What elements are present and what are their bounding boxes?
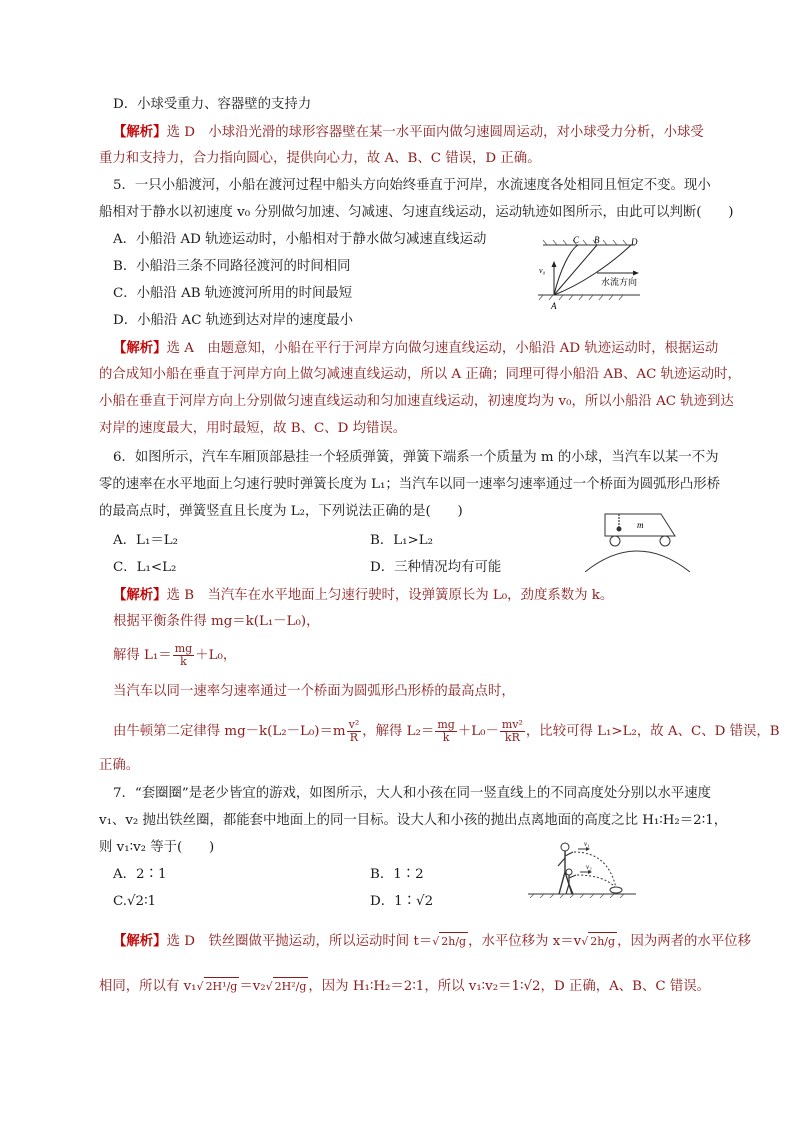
fraction-mg-k — [173, 643, 194, 668]
q7-option-c: C.√2∶1 — [113, 894, 157, 909]
q5-option-a: A．小船沿 AD 轨迹运动时，小船相对于静水做匀减速直线运动 — [113, 232, 487, 247]
fig-label-v2: v₂ — [586, 863, 592, 871]
radicand: 2h/g — [588, 932, 617, 951]
fig-label-c: C — [573, 235, 580, 245]
sqrt-2h1-over-g: √ 2H¹/g — [197, 977, 240, 996]
fraction-mg-k — [435, 719, 456, 744]
q6-equation-3 — [113, 719, 780, 744]
eq3-suffix: ，比较可得 L₁>L₂，故 A、C、D 错误，B — [525, 724, 780, 739]
q4-analysis-text-1: 选 D 小球沿光滑的球形容器壁在某一水平面内做匀速圆周运动，对小球受力分析，小球受 — [166, 125, 704, 140]
fraction-denominator: kR — [504, 731, 520, 744]
q5-analysis-line-4: 对岸的速度最大，用时最短，故 B、C、D 均错误。 — [99, 421, 407, 436]
q7-option-d: D．1∶√2 — [370, 894, 434, 909]
eq3-middle-2: ＋L₀－ — [457, 724, 499, 739]
eq2-suffix: ＋L₀， — [195, 648, 237, 663]
q5-analysis-line-3: 小船在垂直于河岸方向上分别做匀速直线运动和匀加速直线运动，初速度均为 v₀，所以小船沿 AC 轨迹到达 — [99, 394, 734, 409]
q5-option-d: D．小船沿 AC 轨迹到达对岸的速度最小 — [113, 313, 354, 328]
q6-analysis-line-1 — [113, 586, 613, 605]
q6-equation-1: 根据平衡条件得 mg＝k(L₁－L₀)， — [113, 614, 320, 629]
fraction-denominator: R — [349, 731, 359, 744]
q6-option-c: C．L₁<L₂ — [113, 560, 177, 575]
q5-analysis-line-1 — [113, 339, 718, 358]
q7-analysis-suffix: ，因为两者的水平位移 — [617, 934, 751, 949]
q7-stem-line-2: v₁、v₂ 抛出铁丝圈，都能套中地面上的同一目标。设大人和小孩的抛出点离地面的高度之比 H₁∶H₂＝2∶1， — [99, 813, 728, 828]
radicand: 2h/g — [439, 932, 468, 951]
q7-stem-line-3: 则 v₁∶v₂ 等于( ) — [99, 840, 215, 855]
ring-toss-figure — [528, 838, 643, 898]
q6-stem-line-3: 的最高点时，弹簧竖直且长度为 L₂，下列说法正确的是( ) — [99, 504, 463, 519]
fraction-numerator: mg — [437, 718, 455, 731]
analysis-tag: 【解析】 — [113, 124, 167, 140]
q7-analysis2-suffix: ，因为 H₁∶H₂＝2∶1，所以 v₁∶v₂＝1∶√2，D 正确，A、B、C 错误。 — [308, 979, 711, 994]
q7-option-b: B．1∶2 — [370, 867, 424, 882]
fig-label-flow: 水流方向 — [601, 278, 638, 288]
fraction-mv2-kr — [500, 719, 525, 744]
fraction-denominator: k — [442, 731, 450, 744]
q6-stem-line-1: 6．如图所示，汽车车厢顶部悬挂一个轻质弹簧，弹簧下端系一个质量为 m 的小球，当汽车以某一不为 — [113, 450, 719, 465]
q4-analysis-line-2: 重力和支持力，合力指向圆心，提供向心力，故 A、B、C 错误，D 正确。 — [99, 151, 541, 166]
sqrt-2h-over-g: √ 2h/g — [581, 932, 617, 951]
analysis-tag: 【解析】 — [113, 587, 167, 603]
fig-label-m: m — [637, 520, 644, 530]
radicand: 2H¹/g — [204, 977, 240, 996]
q7-analysis2-middle: ＝v₂ — [239, 979, 266, 994]
q6-analysis-line-4: 当汽车以同一速率匀速率通过一个桥面为圆弧形凸形桥的最高点时， — [113, 684, 515, 699]
sqrt-2h2-over-g: √ 2H²/g — [266, 977, 309, 996]
q7-analysis-line-2 — [99, 977, 710, 996]
q6-stem-line-2: 零的速率在水平地面上匀速行驶时弹簧长度为 L₁；当汽车以同一速率匀速率通过一个桥面为圆弧形凸形桥 — [99, 477, 721, 492]
fig-label-a: A — [551, 301, 557, 311]
q6-option-b: B．L₁>L₂ — [370, 533, 433, 548]
fraction-numerator: v² — [348, 718, 360, 731]
q4-option-d: D．小球受重力、容器壁的支持力 — [113, 97, 312, 112]
q7-analysis2-prefix: 相同，所以有 v₁ — [99, 979, 197, 994]
q5-stem-line-1: 5．一只小船渡河，小船在渡河过程中船头方向始终垂直于河岸，水流速度各处相同且恒定不变。现小 — [113, 178, 711, 193]
q6-equation-2 — [113, 643, 236, 668]
fraction-denominator: k — [180, 655, 187, 668]
fraction-numerator: mg — [174, 642, 193, 655]
sqrt-2h-over-g: √ 2h/g — [432, 932, 468, 951]
river-trajectory-figure — [535, 235, 665, 313]
q7-analysis-line-1 — [113, 932, 751, 951]
fig-label-b: B — [594, 235, 600, 245]
eq3-middle: ，解得 L₂＝ — [362, 724, 435, 739]
fig-label-d: D — [631, 237, 638, 247]
radicand: 2H²/g — [273, 977, 309, 996]
analysis-tag: 【解析】 — [113, 933, 167, 949]
car-on-bridge-figure — [585, 510, 690, 572]
q6-option-d: D．三种情况均有可能 — [370, 560, 502, 575]
q6-analysis-text-1: 选 B 当汽车在水平地面上匀速行驶时，设弹簧原长为 L₀，劲度系数为 k。 — [166, 588, 614, 603]
q5-stem-line-2: 船相对于静水以初速度 v₀ 分别做匀加速、匀减速、匀速直线运动，运动轨迹如图所示，由此可以判断( ) — [99, 205, 734, 220]
eq2-prefix: 解得 L₁＝ — [113, 648, 172, 663]
fig-label-v0: v₀ — [539, 266, 546, 275]
q7-analysis-prefix: 选 D 铁丝圈做平抛运动，所以运动时间 t＝ — [166, 934, 433, 949]
q5-option-b: B．小船沿三条不同路径渡河的时间相同 — [113, 259, 351, 274]
q7-analysis-middle: ，水平位移为 x＝v — [468, 934, 582, 949]
q6-analysis-end: 正确。 — [99, 758, 140, 773]
q6-option-a: A．L₁＝L₂ — [113, 533, 178, 548]
q5-option-c: C．小船沿 AB 轨迹渡河所用的时间最短 — [113, 286, 353, 301]
q7-stem-line-1: 7．“套圈圈”是老少皆宜的游戏，如图所示，大人和小孩在同一竖直线上的不同高度处分别以水平速度 — [113, 786, 712, 801]
q4-analysis-line-1 — [113, 123, 704, 142]
eq3-prefix: 由牛顿第二定律得 mg－k(L₂－L₀)＝m — [113, 724, 346, 739]
fig-label-v1: v₁ — [584, 840, 590, 848]
q7-option-a: A．2∶1 — [113, 867, 167, 882]
q5-analysis-line-2: 的合成知小船在垂直于河岸方向上做匀减速直线运动，所以 A 正确；同理可得小船沿 AB、AC 轨迹运动时， — [99, 367, 741, 382]
fraction-v2-r — [347, 719, 362, 744]
q5-analysis-text-1: 选 A 由题意知，小船在平行于河岸方向做匀速直线运动，小船沿 AD 轨迹运动时，根据运动 — [166, 341, 719, 356]
fraction-numerator: mv² — [501, 718, 523, 731]
analysis-tag: 【解析】 — [113, 340, 167, 356]
